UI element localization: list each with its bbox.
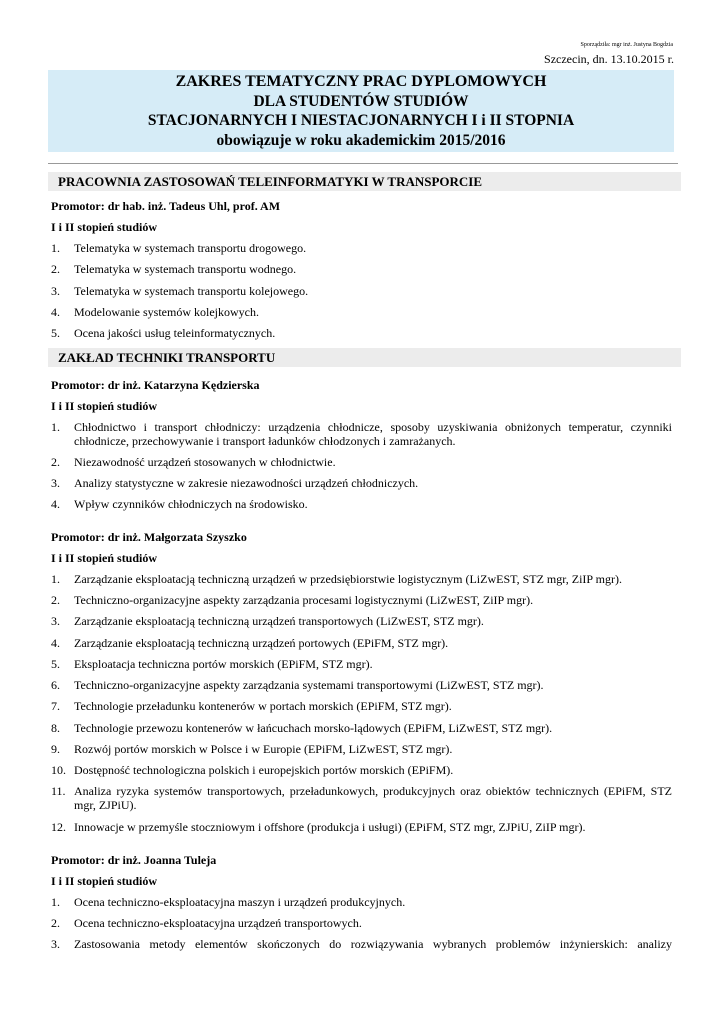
- list-item: [51, 742, 672, 756]
- title-line-2: DLA STUDENTÓW STUDIÓW: [253, 92, 469, 110]
- list-item: [51, 476, 672, 490]
- list-item: [51, 678, 672, 692]
- item-number: 3.: [51, 937, 60, 951]
- item-text: Ocena techniczno-eksploatacyjna maszyn i urządzeń produkcyjnych.: [74, 895, 406, 909]
- item-text: Dostępność technologiczna polskich i europejskich portów morskich (EPiFM).: [74, 763, 454, 777]
- item-number: 1.: [51, 895, 60, 909]
- item-number: 6.: [51, 678, 60, 692]
- list-item: [51, 721, 672, 735]
- item-text: Modelowanie systemów kolejkowych.: [74, 305, 259, 319]
- list-item: [51, 614, 672, 628]
- list-item: [51, 657, 672, 671]
- item-number: 1.: [51, 420, 60, 434]
- list-item: [51, 497, 672, 511]
- item-number: 2.: [51, 593, 60, 607]
- list-item: [51, 593, 672, 607]
- item-number: 4.: [51, 305, 60, 319]
- title-line-4: obowiązuje w roku akademickim 2015/2016: [216, 131, 506, 149]
- item-number: 3.: [51, 476, 60, 490]
- study-level: I i II stopień studiów: [51, 399, 158, 413]
- list-item: [51, 284, 672, 298]
- list-item: [51, 784, 672, 812]
- list-item: [51, 262, 672, 276]
- prepared-by-note: Sporządziła: mgr inż. Justyna Bogdzia: [580, 42, 673, 48]
- list-item: [51, 455, 672, 469]
- item-text: Zastosowania metody elementów skończonych do rozwiązywania wybranych problemów inżynierskich: analizy: [74, 937, 672, 951]
- item-number: 1.: [51, 241, 60, 255]
- item-number: 2.: [51, 262, 60, 276]
- list-item: [51, 326, 672, 340]
- list-item: [51, 636, 672, 650]
- title-line-3: STACJONARNYCH I NIESTACJONARNYCH I i II STOPNIA: [147, 112, 575, 129]
- study-level: I i II stopień studiów: [51, 551, 158, 565]
- item-number: 3.: [51, 284, 60, 298]
- divider: [48, 163, 678, 164]
- list-item: [51, 820, 672, 834]
- list-item: [51, 895, 672, 909]
- item-text: Zarządzanie eksploatacją techniczną urządzeń transportowych (LiZwEST, STZ mgr).: [74, 614, 484, 628]
- item-text: Analizy statystyczne w zakresie niezawodności urządzeń chłodniczych.: [74, 476, 419, 490]
- item-number: 10.: [51, 763, 66, 777]
- item-number: 5.: [51, 657, 60, 671]
- list-item: [51, 937, 672, 951]
- item-text: Eksploatacja techniczna portów morskich (EPiFM, STZ mgr).: [74, 657, 373, 671]
- item-text: Technologie przewozu kontenerów w łańcuchach morsko-lądowych (EPiFM, LiZwEST, STZ mgr).: [74, 721, 553, 735]
- item-text: Chłodnictwo i transport chłodniczy: urządzenia chłodnicze, sposoby uzyskiwania obniżonych temperatur, czynniki chłodnicze, przechowywanie i transport ładunków chłodzonych i zamrażanych.: [74, 420, 672, 448]
- date-line: Szczecin, dn. 13.10.2015 r.: [544, 52, 674, 66]
- section-heading: ZAKŁAD TECHNIKI TRANSPORTU: [48, 348, 681, 367]
- item-text: Niezawodność urządzeń stosowanych w chłodnictwie.: [74, 455, 336, 469]
- item-number: 5.: [51, 326, 60, 340]
- promotor-name: Promotor: dr inż. Małgorzata Szyszko: [51, 530, 247, 544]
- item-text: Ocena jakości usług teleinformatycznych.: [74, 326, 276, 340]
- item-text: Techniczno-organizacyjne aspekty zarządzania systemami transportowymi (LiZwEST, STZ mgr).: [74, 678, 544, 692]
- promotor-name: Promotor: dr hab. inż. Tadeus Uhl, prof. AM: [51, 199, 281, 213]
- item-text: Telematyka w systemach transportu drogowego.: [74, 241, 307, 255]
- study-level: I i II stopień studiów: [51, 874, 158, 888]
- item-text: Telematyka w systemach transportu wodnego.: [74, 262, 297, 276]
- document-title-box: [48, 70, 674, 152]
- item-number: 2.: [51, 916, 60, 930]
- section-heading: PRACOWNIA ZASTOSOWAŃ TELEINFORMATYKI W TRANSPORCIE: [48, 172, 681, 191]
- item-number: 8.: [51, 721, 60, 735]
- promotor-name: Promotor: dr inż. Joanna Tuleja: [51, 853, 217, 867]
- item-text: Technologie przeładunku kontenerów w portach morskich (EPiFM, STZ mgr).: [74, 699, 452, 713]
- item-text: Techniczno-organizacyjne aspekty zarządzania procesami logistycznymi (LiZwEST, ZiIP mgr).: [74, 593, 534, 607]
- list-item: [51, 241, 672, 255]
- item-text: Zarządzanie eksploatacją techniczną urządzeń w przedsiębiorstwie logistycznym (LiZwEST, STZ mgr, ZiIP mgr).: [74, 572, 622, 586]
- item-number: 7.: [51, 699, 60, 713]
- list-item: [51, 305, 672, 319]
- item-text: Ocena techniczno-eksploatacyjna urządzeń transportowych.: [74, 916, 362, 930]
- item-text: Innowacje w przemyśle stoczniowym i offshore (produkcja i usługi) (EPiFM, STZ mgr, ZJPiU, ZiIP mgr).: [74, 820, 586, 834]
- item-number: 3.: [51, 614, 60, 628]
- item-number: 12.: [51, 820, 66, 834]
- list-item: [51, 763, 672, 777]
- item-text: Wpływ czynników chłodniczych na środowisko.: [74, 497, 308, 511]
- promotor-name: Promotor: dr inż. Katarzyna Kędzierska: [51, 378, 260, 392]
- item-text: Telematyka w systemach transportu kolejowego.: [74, 284, 309, 298]
- item-text: Rozwój portów morskich w Polsce i w Europie (EPiFM, LiZwEST, STZ mgr).: [74, 742, 453, 756]
- item-number: 11.: [51, 784, 66, 798]
- list-item: [51, 572, 672, 586]
- item-text: Zarządzanie eksploatacją techniczną urządzeń portowych (EPiFM, STZ mgr).: [74, 636, 449, 650]
- list-item: [51, 420, 672, 448]
- title-line-1: ZAKRES TEMATYCZNY PRAC DYPLOMOWYCH: [175, 73, 547, 90]
- item-text: Analiza ryzyka systemów transportowych, przeładunkowych, produkcyjnych oraz obiektów technicznych (EPiFM, STZ mgr, ZJPiU).: [74, 784, 672, 812]
- item-number: 2.: [51, 455, 60, 469]
- study-level: I i II stopień studiów: [51, 220, 158, 234]
- item-number: 4.: [51, 497, 60, 511]
- list-item: [51, 699, 672, 713]
- item-number: 4.: [51, 636, 60, 650]
- item-number: 9.: [51, 742, 60, 756]
- item-number: 1.: [51, 572, 60, 586]
- list-item: [51, 916, 672, 930]
